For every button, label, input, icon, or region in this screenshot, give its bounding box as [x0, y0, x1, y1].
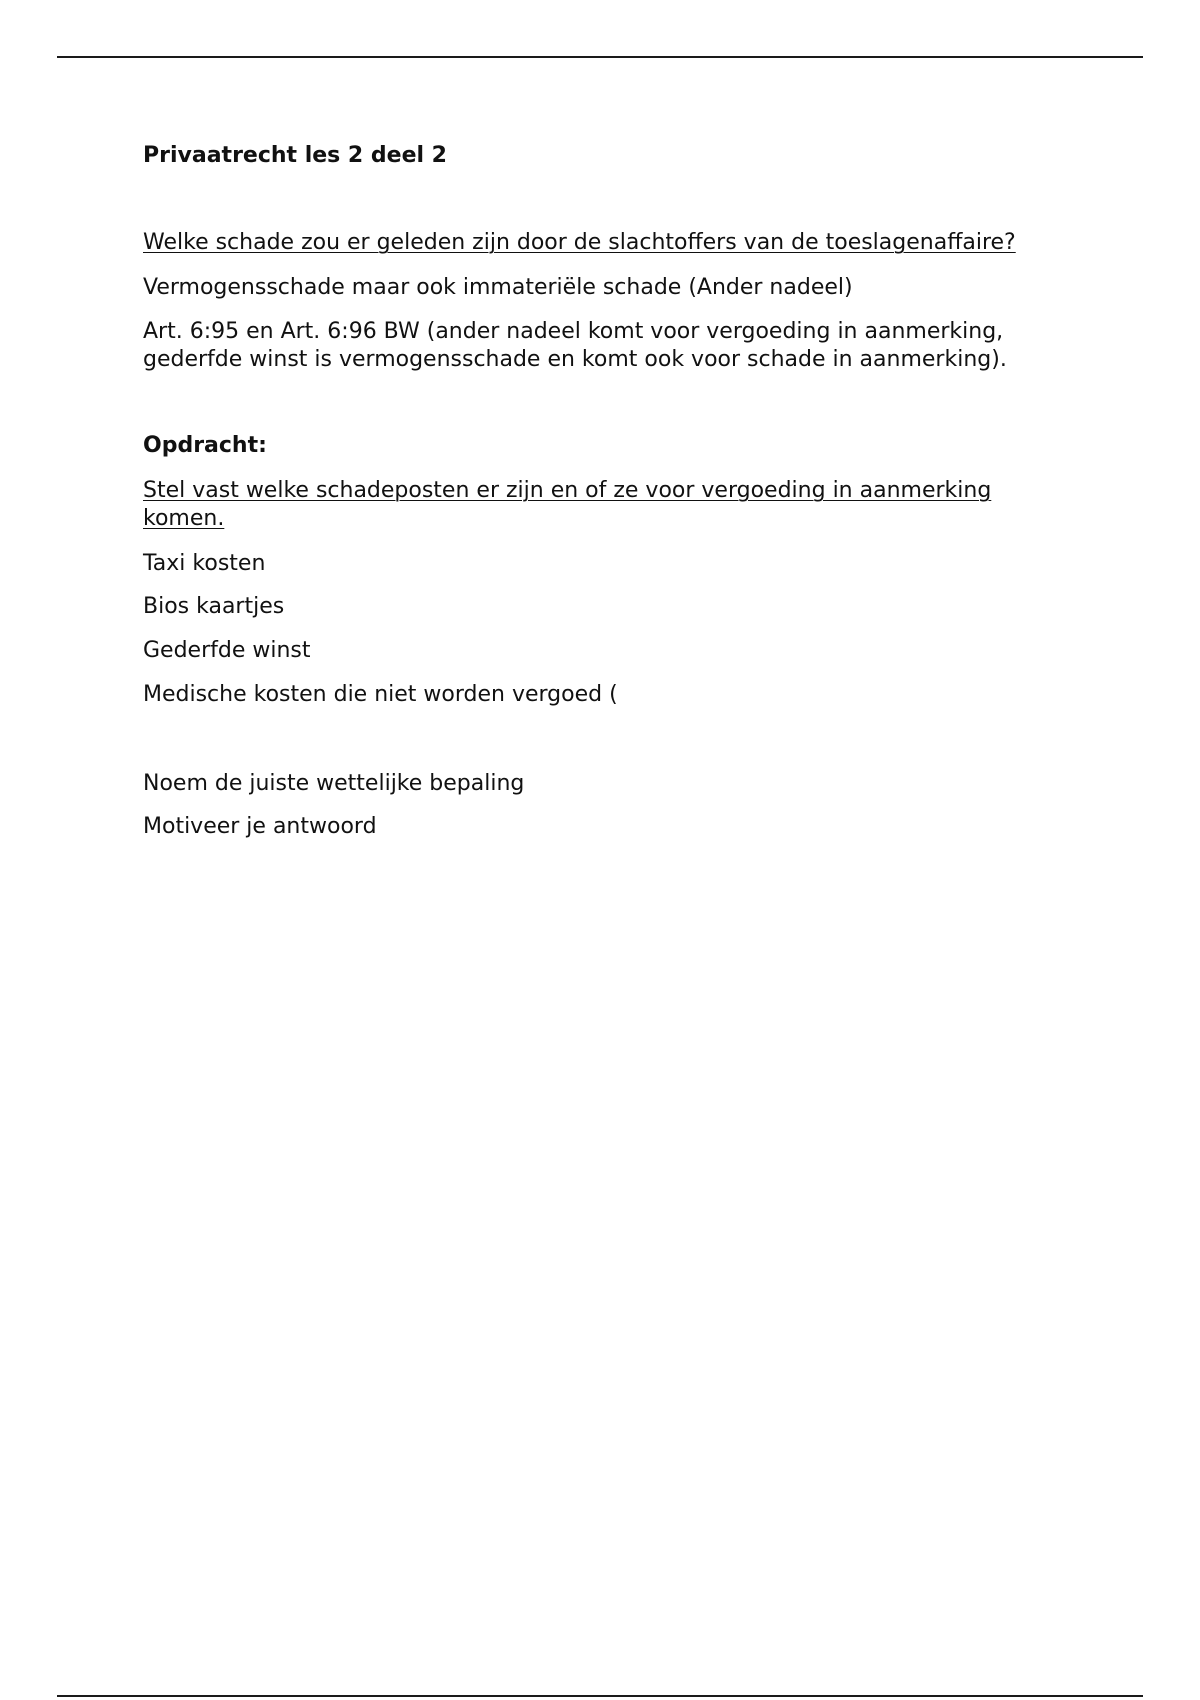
- instruction-line-2: Motiveer je antwoord: [143, 814, 377, 839]
- page-bottom-rule: [57, 1695, 1143, 1697]
- answer-line-1: Vermogensschade maar ook immateriële schade (Ander nadeel): [143, 275, 853, 300]
- question-text: Welke schade zou er geleden zijn door de slachtoffers van de toeslagenaffaire?: [143, 230, 1016, 255]
- document-title: Privaatrecht les 2 deel 2: [143, 143, 447, 168]
- answer-line-2a: Art. 6:95 en Art. 6:96 BW (ander nadeel komt voor vergoeding in aanmerking,: [143, 319, 1004, 344]
- assignment-heading: Opdracht:: [143, 433, 267, 458]
- list-item: Gederfde winst: [143, 638, 311, 663]
- assignment-text-line-2: komen.: [143, 506, 225, 531]
- assignment-text-line-1: Stel vast welke schadeposten er zijn en of ze voor vergoeding in aanmerking: [143, 478, 992, 503]
- page-top-rule: [57, 56, 1143, 58]
- list-item: Taxi kosten: [143, 551, 266, 576]
- list-item: Bios kaartjes: [143, 594, 285, 619]
- answer-line-2b: gederfde winst is vermogensschade en komt ook voor schade in aanmerking).: [143, 347, 1007, 372]
- list-item: Medische kosten die niet worden vergoed (: [143, 682, 618, 707]
- instruction-line-1: Noem de juiste wettelijke bepaling: [143, 771, 525, 796]
